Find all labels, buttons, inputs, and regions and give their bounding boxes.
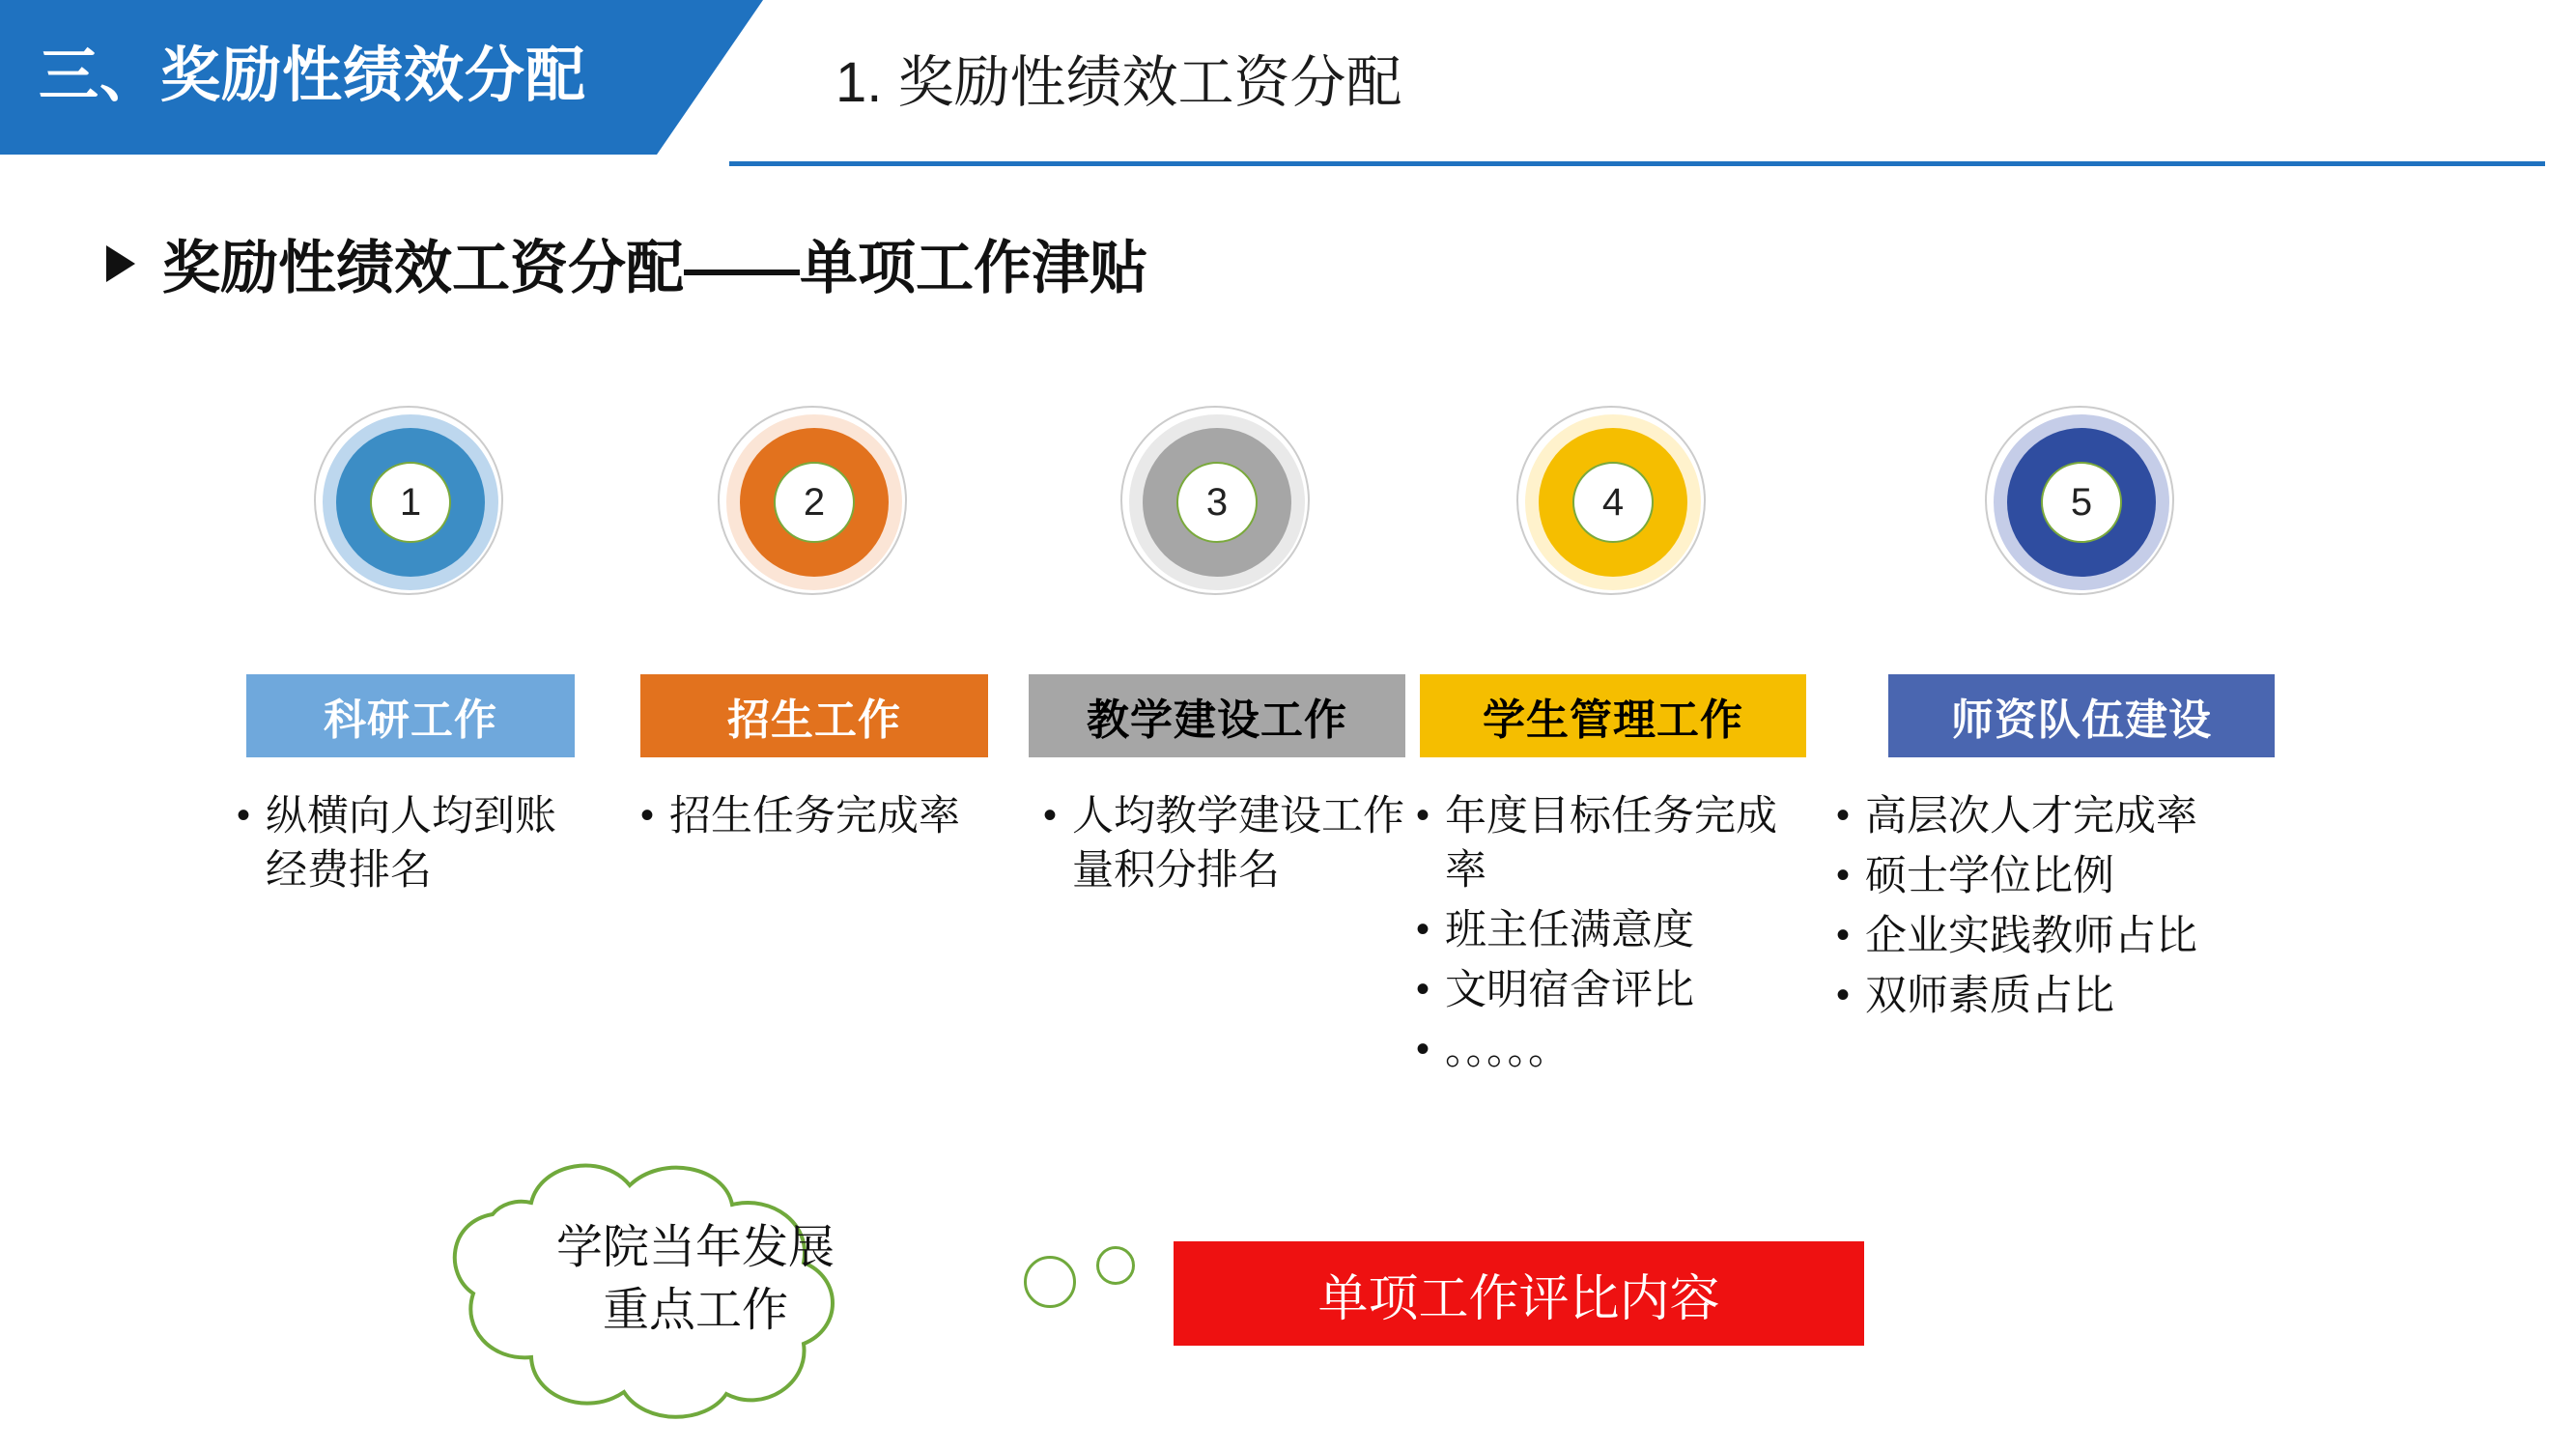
step-circle-5	[1985, 406, 2178, 599]
list-item	[1416, 790, 1802, 898]
bullet-dot-icon: •	[1416, 967, 1430, 1010]
category-column-4	[1410, 406, 1816, 1093]
category-bullets-3	[1037, 790, 1410, 898]
header-divider-secondary	[1729, 161, 2545, 164]
bullet-text: 双师素质占比	[1865, 972, 2114, 1019]
page-title: 1. 奖励性绩效工资分配	[835, 51, 1402, 114]
list-item	[1416, 1024, 1802, 1078]
bullet-dot-icon: •	[1416, 907, 1430, 951]
bullet-dot-icon: •	[1416, 1027, 1430, 1070]
list-item	[1416, 904, 1802, 958]
bullet-text: 人均教学建设工作量积分排名	[1072, 793, 1404, 894]
header-tab-label: 三、奖励性绩效分配	[39, 43, 587, 109]
step-number-5: 5	[2041, 462, 2122, 543]
bullet-dot-icon: •	[640, 794, 655, 837]
bullet-text: 硕士学位比例	[1865, 852, 2114, 899]
category-columns	[208, 406, 2458, 1140]
highlight-banner-text: 单项工作评比内容	[1317, 1270, 1720, 1327]
step-number-3: 3	[1176, 462, 1258, 543]
category-bullets-4	[1410, 790, 1802, 1077]
category-column-5	[1830, 406, 2333, 1039]
section-heading-text: 奖励性绩效工资分配——单项工作津贴	[162, 236, 1147, 300]
bullet-dot-icon: •	[1836, 853, 1851, 896]
category-column-3	[1014, 406, 1420, 914]
bullet-text: 纵横向人均到账经费排名	[266, 793, 556, 894]
category-label-5: 师资队伍建设	[1888, 674, 2275, 757]
category-column-1	[208, 406, 613, 914]
step-circle-3	[1120, 406, 1314, 599]
category-bullets-2	[635, 790, 988, 844]
category-column-2	[611, 406, 1017, 860]
section-heading	[106, 222, 1147, 305]
bullet-dot-icon: •	[1836, 913, 1851, 956]
step-circle-2	[718, 406, 911, 599]
list-item	[1416, 964, 1802, 1018]
step-circle-1	[314, 406, 507, 599]
bullet-text: 招生任务完成率	[669, 793, 960, 839]
list-item	[1836, 970, 2338, 1024]
bullet-text: 班主任满意度	[1445, 906, 1694, 953]
highlight-banner	[1174, 1241, 1864, 1346]
category-bullets-5	[1830, 790, 2338, 1024]
list-item	[1836, 910, 2338, 964]
list-item	[1836, 850, 2338, 904]
category-label-1: 科研工作	[246, 674, 575, 757]
bullet-dot-icon: •	[1043, 794, 1058, 837]
bullet-dot-icon: •	[1836, 794, 1851, 837]
cloud-text	[386, 1217, 1005, 1343]
category-label-3: 教学建设工作	[1029, 674, 1405, 757]
category-label-4: 学生管理工作	[1420, 674, 1806, 757]
slide-header	[0, 0, 2576, 169]
arrow-bullet-icon	[106, 245, 135, 282]
cloud-bubble-large	[1024, 1256, 1076, 1308]
step-number-2: 2	[774, 462, 855, 543]
category-label-2: 招生工作	[640, 674, 988, 757]
bullet-text: 企业实践教师占比	[1865, 912, 2197, 959]
bullet-dot-icon: •	[1836, 973, 1851, 1016]
cloud-callout	[386, 1145, 1062, 1425]
bullet-text: 。。。。。	[1445, 1026, 1570, 1073]
cloud-text-line2: 重点工作	[602, 1284, 788, 1336]
list-item	[1043, 790, 1410, 898]
list-item	[237, 790, 594, 898]
category-bullets-1	[231, 790, 594, 898]
step-circle-4	[1516, 406, 1710, 599]
bullet-dot-icon: •	[237, 794, 251, 837]
list-item	[1836, 790, 2338, 844]
bullet-text: 文明宿舍评比	[1445, 966, 1694, 1013]
bullet-dot-icon: •	[1416, 794, 1430, 837]
cloud-bubble-small	[1096, 1246, 1135, 1285]
step-number-1: 1	[370, 462, 451, 543]
cloud-text-line1: 学院当年发展	[555, 1222, 835, 1273]
bullet-text: 高层次人才完成率	[1865, 793, 2197, 839]
list-item	[640, 790, 988, 844]
step-number-4: 4	[1572, 462, 1654, 543]
bullet-text: 年度目标任务完成率	[1445, 793, 1777, 894]
